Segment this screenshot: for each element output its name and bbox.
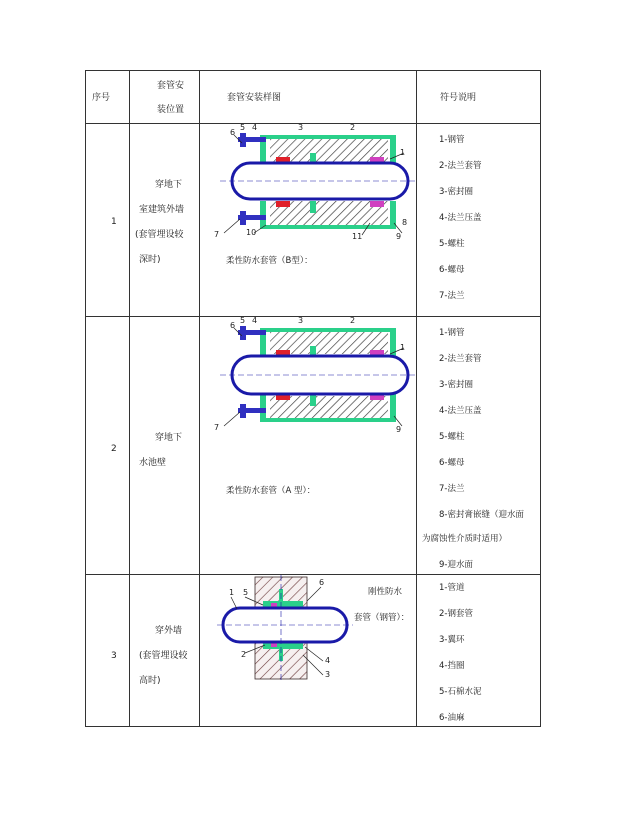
row-number: 1 bbox=[111, 217, 117, 227]
nut bbox=[240, 211, 246, 225]
legend-item: 5-石棉水泥 bbox=[439, 687, 482, 697]
callout-label: 3 bbox=[298, 316, 304, 325]
callout-label: 11 bbox=[352, 232, 363, 241]
legend-item: 9-迎水面 bbox=[439, 560, 473, 570]
sleeve-diagram-type-b bbox=[210, 123, 420, 248]
legend-item: 6-螺母 bbox=[439, 458, 465, 468]
position-text: 穿地下 bbox=[155, 433, 183, 443]
callout-label: 2 bbox=[241, 650, 247, 659]
callout-label: 6 bbox=[230, 128, 236, 137]
legend-item: 4-法兰压盖 bbox=[439, 406, 482, 416]
callout-label: 7 bbox=[214, 423, 220, 432]
legend-item: 为腐蚀性介质时适用） bbox=[422, 534, 508, 544]
col-divider bbox=[199, 71, 200, 726]
legend-item: 7-法兰 bbox=[439, 291, 465, 301]
legend-item: 5-螺柱 bbox=[439, 239, 465, 249]
callout-label: 4 bbox=[325, 656, 331, 665]
callout-label: 4 bbox=[252, 123, 258, 132]
retaining-ring bbox=[271, 643, 277, 647]
legend-item: 2-法兰套管 bbox=[439, 161, 482, 171]
position-text: (套管埋设较 bbox=[139, 651, 188, 661]
row-number: 2 bbox=[111, 444, 117, 454]
nut bbox=[240, 133, 246, 147]
nut bbox=[240, 404, 246, 418]
col-divider bbox=[129, 71, 130, 726]
legend-item: 6-螺母 bbox=[439, 265, 465, 275]
water-stop-ring bbox=[310, 201, 316, 213]
diagram-caption: 套管（钢管）： bbox=[354, 613, 410, 623]
legend-item: 7-法兰 bbox=[439, 484, 465, 494]
callout-label: 1 bbox=[400, 148, 406, 157]
header-legend: 符号说明 bbox=[440, 93, 477, 103]
legend-item: 1-钢管 bbox=[439, 135, 465, 145]
callout-label: 8 bbox=[402, 218, 408, 227]
position-text: 深时) bbox=[139, 255, 161, 265]
callout-label: 5 bbox=[240, 316, 246, 325]
callout-label: 9 bbox=[396, 232, 402, 241]
callout-label: 5 bbox=[240, 123, 246, 132]
position-text: 高时) bbox=[139, 676, 161, 686]
diagram-caption: 柔性防水套管（A 型）： bbox=[226, 486, 316, 496]
callout-label: 3 bbox=[325, 670, 331, 679]
callout-label: 10 bbox=[246, 228, 257, 237]
callout-label: 7 bbox=[214, 230, 220, 239]
callout-label: 1 bbox=[229, 588, 235, 597]
legend-item: 1-钢管 bbox=[439, 328, 465, 338]
legend-item: 4-法兰压盖 bbox=[439, 213, 482, 223]
sleeve-wall bbox=[266, 135, 396, 139]
nut bbox=[240, 326, 246, 340]
legend-item: 4-挡圈 bbox=[439, 661, 465, 671]
rigid-sleeve-diagram bbox=[215, 575, 355, 685]
callout-label: 6 bbox=[230, 321, 236, 330]
legend-item: 5-螺柱 bbox=[439, 432, 465, 442]
header-no: 序号 bbox=[92, 93, 111, 103]
legend-item: 2-法兰套管 bbox=[439, 354, 482, 364]
legend-item: 8-密封膏嵌缝（迎水面 bbox=[439, 510, 524, 520]
legend-item: 3-密封圈 bbox=[439, 380, 473, 390]
sleeve-wall bbox=[266, 328, 396, 332]
row-number: 3 bbox=[111, 651, 117, 661]
header-diagram: 套管安装样图 bbox=[227, 93, 282, 103]
water-stop-ring bbox=[310, 394, 316, 406]
diagram-caption: 刚性防水 bbox=[368, 587, 403, 597]
header-position: 套管安 bbox=[157, 81, 185, 91]
header-position: 装位置 bbox=[157, 105, 185, 115]
legend-item: 3-密封圈 bbox=[439, 187, 473, 197]
legend-item: 3-翼环 bbox=[439, 635, 465, 645]
sleeve-wall bbox=[266, 418, 396, 422]
legend-item: 6-油麻 bbox=[439, 713, 465, 723]
sleeve-wall bbox=[266, 225, 396, 229]
sleeve-diagram-type-a bbox=[210, 316, 420, 441]
legend-item: 2-钢套管 bbox=[439, 609, 473, 619]
position-text: (套管埋设较 bbox=[135, 230, 184, 240]
position-text: 室建筑外墙 bbox=[139, 205, 185, 215]
callout-label: 1 bbox=[400, 343, 406, 352]
seal-ring bbox=[276, 201, 290, 207]
callout-label: 4 bbox=[252, 316, 258, 325]
position-text: 穿外墙 bbox=[155, 626, 183, 636]
seal-paste bbox=[370, 201, 384, 207]
retaining-ring bbox=[271, 603, 277, 607]
callout-label: 3 bbox=[298, 123, 304, 132]
callout-label: 5 bbox=[243, 588, 249, 597]
callout-label: 9 bbox=[396, 425, 402, 434]
callout-label: 6 bbox=[319, 578, 325, 587]
diagram-caption: 柔性防水套管（B型）： bbox=[226, 256, 313, 266]
callout-label: 2 bbox=[350, 316, 356, 325]
position-text: 穿地下 bbox=[155, 180, 183, 190]
position-text: 水池壁 bbox=[139, 458, 167, 468]
legend-item: 1-管道 bbox=[439, 583, 465, 593]
callout-label: 2 bbox=[350, 123, 356, 132]
